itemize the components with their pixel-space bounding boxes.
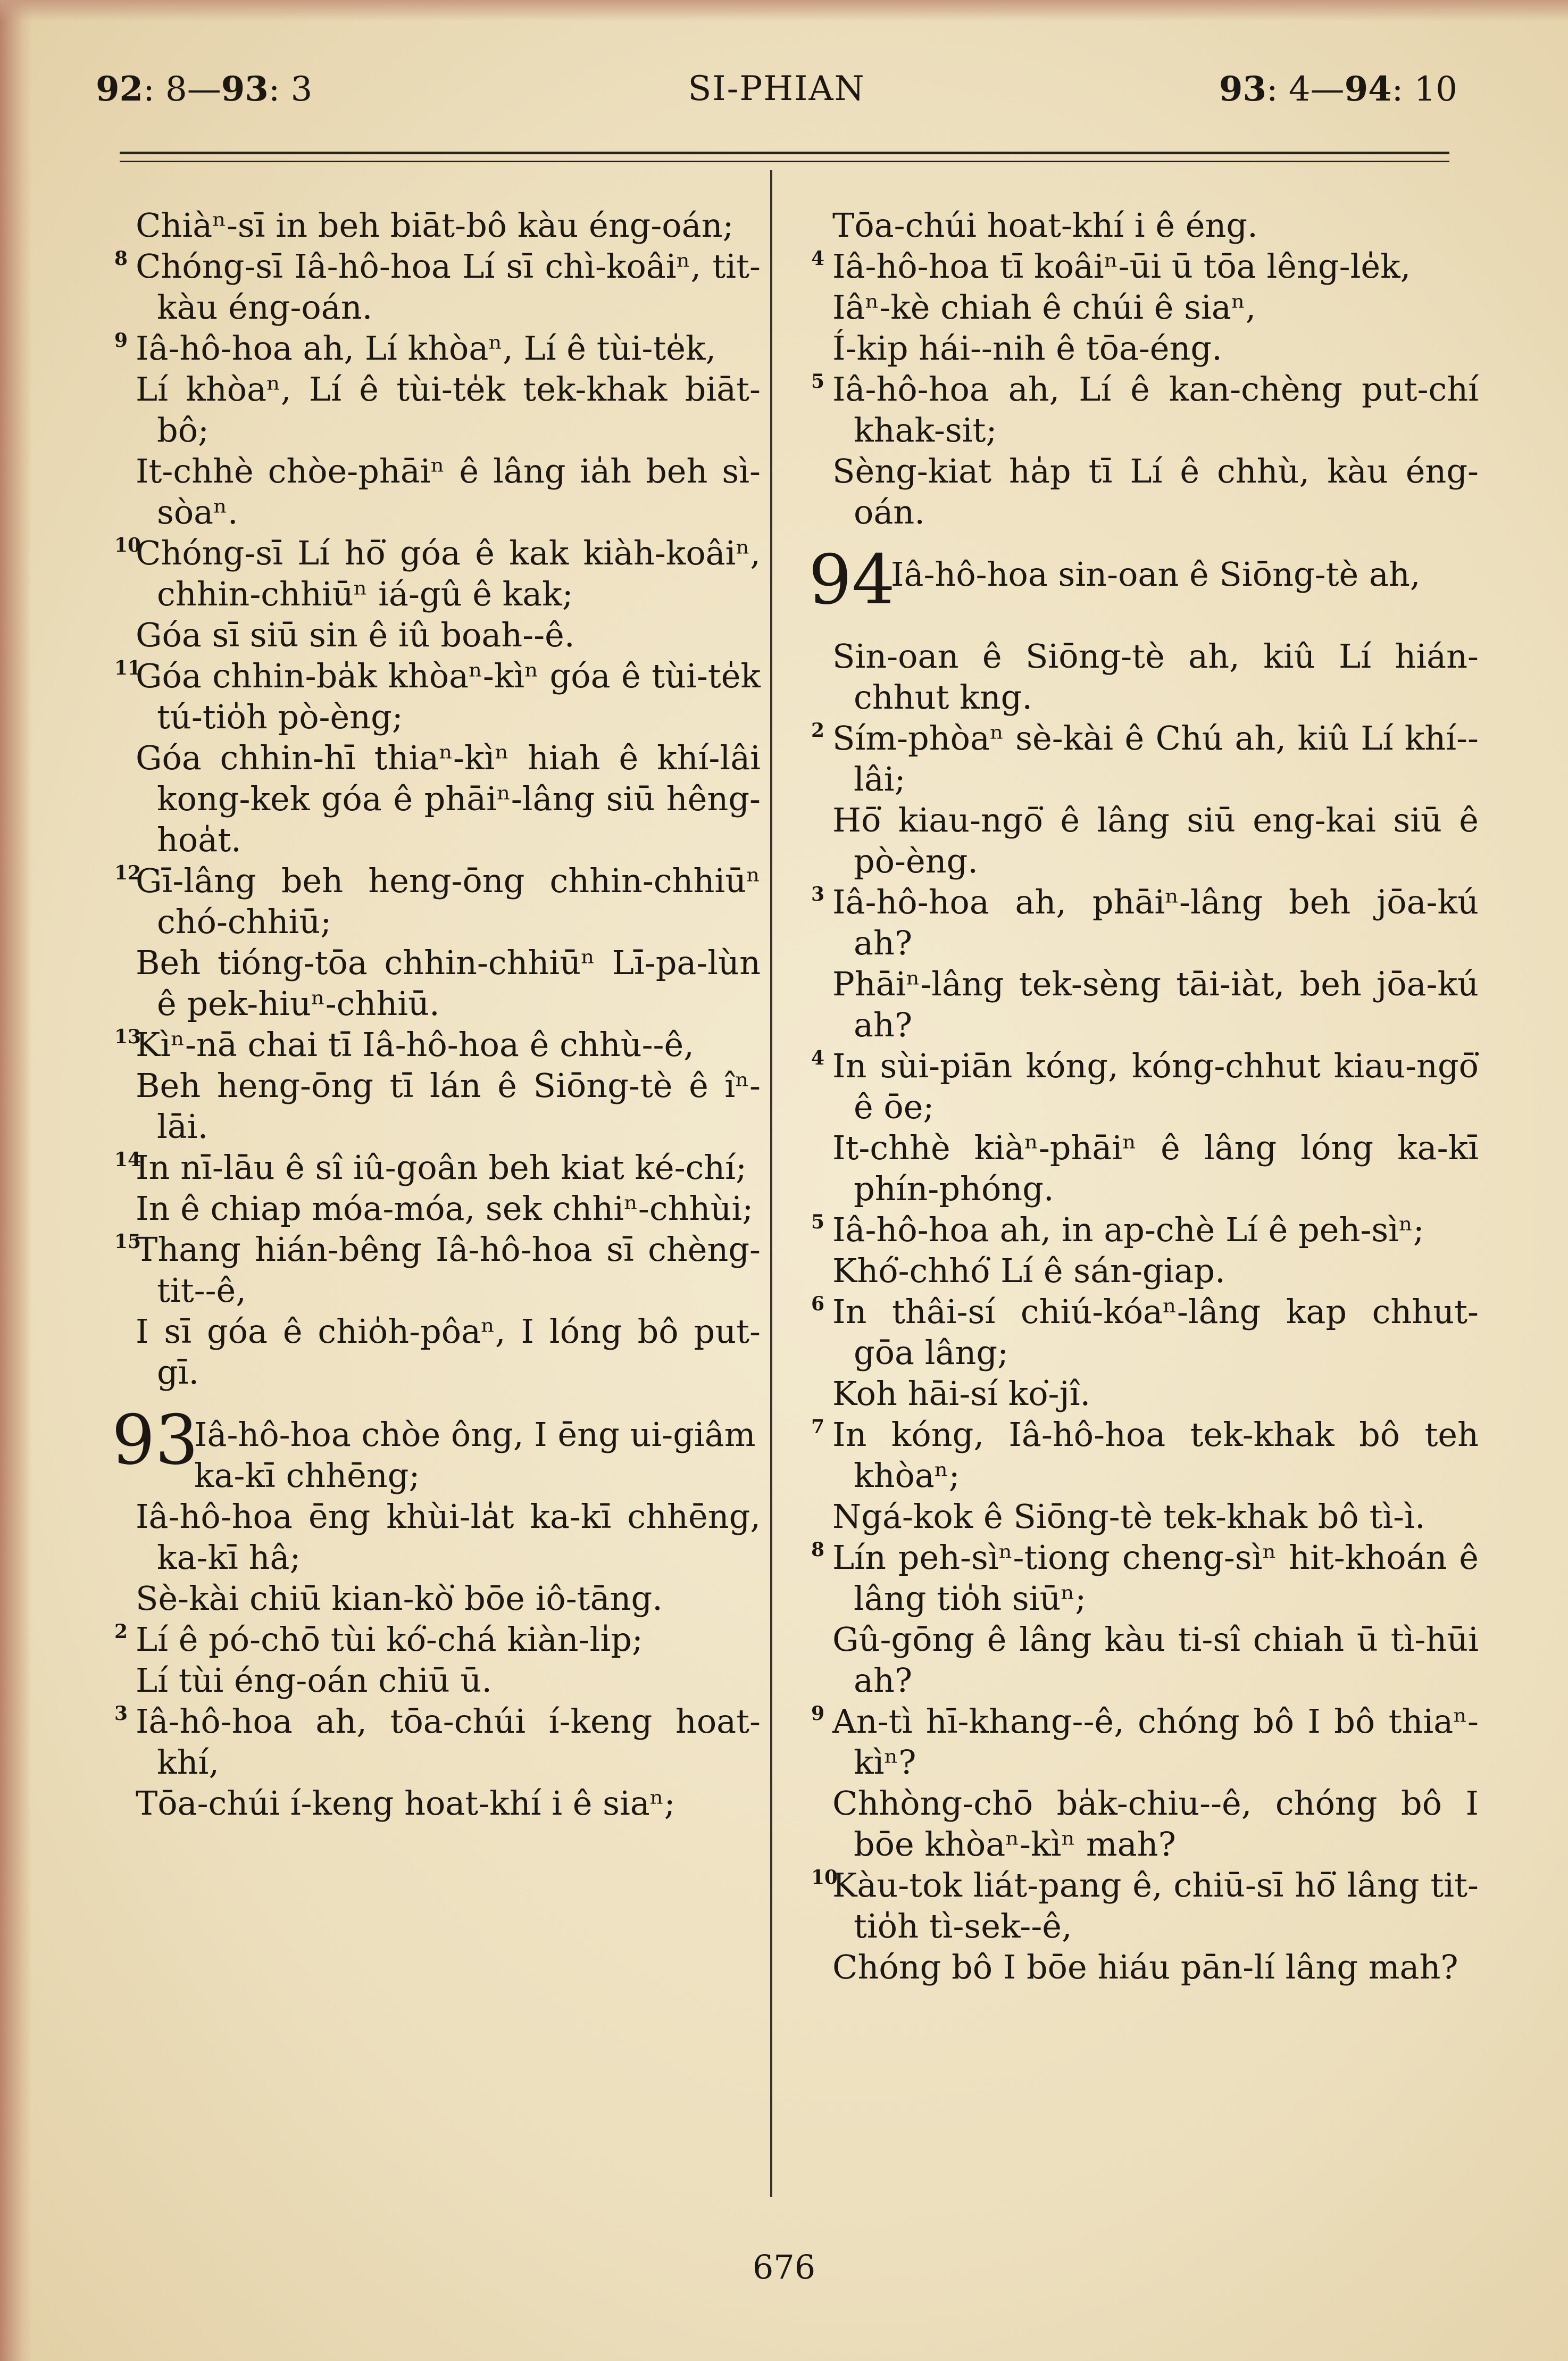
- verse-line: [803, 636, 1479, 718]
- verse-text: Beh heng-ōng tī lán ê Siōng-tè ê îⁿ-lāi.: [136, 1066, 761, 1146]
- verse-text: Lín peh-sìⁿ-tiong cheng-sìⁿ hit-khoán ê lâng tio̍h siūⁿ;: [832, 1538, 1479, 1618]
- verse: [106, 1147, 761, 1188]
- verse-number: 5: [811, 1211, 825, 1233]
- page-top-stain: [0, 0, 1568, 21]
- page-edge-stain: [0, 0, 32, 2361]
- verse-text: In nī-lāu ê sî iû-goân beh kiat ké-chí;: [136, 1148, 747, 1187]
- verse: [803, 1414, 1479, 1496]
- verse-text: In thâi-sí chiú-kóaⁿ-lâng kap chhut-gōa lâng;: [832, 1292, 1479, 1372]
- verse-text: It-chhè chòe-phāiⁿ ê lâng ia̍h beh sì-sòaⁿ.: [136, 452, 761, 531]
- verse: [803, 246, 1479, 287]
- verse-text: Iâ-hô-hoa ēng khùi-la̍t ka-kī chhēng, ka-kī hâ;: [136, 1497, 761, 1577]
- verse: [803, 1537, 1479, 1619]
- psalm-gap: [106, 1393, 761, 1414]
- verse-text: Hō͘ kiau-ngō͘ ê lâng siū eng-kai siū ê pò-èng.: [832, 801, 1479, 880]
- verse-text: Góa chhin-ba̍k khòaⁿ-kìⁿ góa ê tùi-te̍k tú-tio̍h pò-èng;: [136, 656, 761, 736]
- verse-text: Sím-phòaⁿ sè-kài ê Chú ah, kiû Lí khí--lâi;: [832, 719, 1479, 799]
- verse-text: Kìⁿ-nā chai tī Iâ-hô-hoa ê chhù--ê,: [136, 1025, 694, 1064]
- right-column: [803, 205, 1479, 1988]
- verse-number: 7: [811, 1416, 825, 1438]
- verse-line: [803, 1783, 1479, 1865]
- verse-line: [803, 1496, 1479, 1537]
- verse-number: 12: [114, 862, 141, 884]
- verse-number: 14: [114, 1149, 141, 1171]
- column-divider: [770, 170, 772, 2197]
- verse: [106, 328, 761, 369]
- verse-text: Beh tióng-tōa chhin-chhiūⁿ Lī-pa-lùn ê pek-hiuⁿ-chhiū.: [136, 943, 761, 1023]
- verse-line: [106, 451, 761, 533]
- verse-text: Iâ-hô-hoa ah, Lí khòaⁿ, Lí ê tùi-te̍k,: [136, 329, 716, 368]
- psalm-opening-verse: [106, 1401, 761, 1496]
- verse-line: [106, 1578, 761, 1619]
- verse-text: Kàu-tok liát-pang ê, chiū-sī hō͘ lâng tit-tio̍h tì-sek--ê,: [832, 1866, 1479, 1946]
- verse-number: 9: [811, 1702, 825, 1725]
- verse: [106, 860, 761, 942]
- verse: [106, 533, 761, 614]
- verse: [106, 1701, 761, 1783]
- verse-text: Iâ-hô-hoa tī koâiⁿ-ūi ū tōa lêng-le̍k,: [832, 247, 1411, 286]
- verse: [803, 882, 1479, 963]
- verse-line: [803, 1947, 1479, 1988]
- verse: [803, 369, 1479, 451]
- verse-text: Sè-kài chiū kian-kò͘ bōe iô-tāng.: [136, 1579, 663, 1618]
- verse-line: [803, 963, 1479, 1045]
- verse: [803, 718, 1479, 800]
- verse-text: Iâ-hô-hoa ah, Lí ê kan-chèng put-chí khak-sit;: [832, 370, 1479, 450]
- header-right-reference: 93: 4—94: 10: [1219, 69, 1457, 109]
- verse-text: Lí ê pó-chō tùi kó͘-chá kiàn-li̍p;: [136, 1620, 643, 1659]
- verse: [106, 1024, 761, 1065]
- verse-number: 10: [811, 1866, 838, 1889]
- verse: [106, 1619, 761, 1660]
- verse-text: Tōa-chúi hoat-khí i ê éng.: [832, 206, 1258, 245]
- verse-text: Chhòng-chō ba̍k-chiu--ê, chóng bô I bōe khòaⁿ-kìⁿ mah?: [832, 1784, 1479, 1864]
- psalm-number: 93: [112, 1401, 198, 1480]
- verse-number: 11: [114, 657, 141, 679]
- verse-number: 4: [811, 1047, 825, 1069]
- verse-line: [803, 800, 1479, 882]
- verse-text: Iâ-hô-hoa sin-oan ê Siōng-tè ah,: [891, 555, 1421, 594]
- verse-text: Iâ-hô-hoa ah, phāiⁿ-lâng beh jōa-kú ah?: [832, 883, 1479, 962]
- verse-line: [106, 1311, 761, 1393]
- left-column: [106, 205, 761, 1824]
- verse-number: 3: [114, 1702, 128, 1725]
- verse-line: [106, 614, 761, 655]
- verse-line: [803, 451, 1479, 533]
- header-rule-thick: [120, 152, 1449, 154]
- verse-text: In ê chiap móa-móa, sek chhiⁿ-chhùi;: [136, 1189, 754, 1228]
- verse: [803, 1045, 1479, 1127]
- verse: [803, 1291, 1479, 1373]
- verse-line: [106, 1660, 761, 1701]
- verse-line: [803, 287, 1479, 328]
- verse-line: [803, 1127, 1479, 1209]
- verse-number: 4: [811, 247, 825, 270]
- verse-number: 13: [114, 1026, 141, 1048]
- verse-line: [106, 205, 761, 246]
- verse-text: Koh hāi-sí ko͘-jî.: [832, 1374, 1091, 1413]
- verse-number: 2: [811, 719, 825, 742]
- verse-text: It-chhè kiàⁿ-phāiⁿ ê lâng lóng ka-kī phín-phóng.: [832, 1128, 1479, 1208]
- verse-number: 3: [811, 883, 825, 905]
- verse-number: 8: [811, 1539, 825, 1561]
- header-book-title: SI-PHIAN: [688, 69, 865, 109]
- verse-number: 8: [114, 247, 128, 270]
- verse-number: 15: [114, 1231, 141, 1253]
- verse-text: Chiàⁿ-sī in beh biāt-bô kàu éng-oán;: [136, 206, 734, 245]
- verse-text: I sī góa ê chio̍h-pôaⁿ, I lóng bô put-gī.: [136, 1312, 761, 1392]
- verse-text: Lí tùi éng-oán chiū ū.: [136, 1661, 493, 1700]
- verse-text: Iâ-hô-hoa chòe ông, I ēng ui-giâm ka-kī chhēng;: [194, 1415, 756, 1495]
- running-header: [96, 69, 1457, 117]
- verse-text: In kóng, Iâ-hô-hoa tek-khak bô teh khòaⁿ;: [832, 1415, 1479, 1495]
- verse: [803, 1701, 1479, 1783]
- verse: [803, 1209, 1479, 1250]
- verse-line: [803, 205, 1479, 246]
- verse-number: 10: [114, 534, 141, 556]
- page-number: 676: [752, 2248, 816, 2287]
- verse: [106, 1229, 761, 1311]
- verse-number: 9: [114, 329, 128, 352]
- verse-text: Í-kip hái--nih ê tōa-éng.: [832, 329, 1222, 368]
- header-left-reference: 92: 8—93: 3: [96, 69, 313, 109]
- verse-text: Gû-gōng ê lâng kàu ti-sî chiah ū tì-hūi ah?: [832, 1620, 1479, 1700]
- verse-text: Góa sī siū sin ê iû boah--ê.: [136, 616, 575, 654]
- verse-line: [803, 1373, 1479, 1414]
- verse-text: Phāiⁿ-lâng tek-sèng tāi-iàt, beh jōa-kú ah?: [832, 965, 1479, 1044]
- verse-line: [106, 1065, 761, 1147]
- psalm-number: 94: [808, 541, 895, 620]
- verse-line: [106, 942, 761, 1024]
- verse-text: Sin-oan ê Siōng-tè ah, kiû Lí hián-chhut kng.: [832, 637, 1479, 717]
- verse: [803, 1865, 1479, 1947]
- verse-line: [106, 1496, 761, 1578]
- verse-line: [106, 1783, 761, 1824]
- verse-text: Chóng-sī Iâ-hô-hoa Lí sī chì-koâiⁿ, tit-kàu éng-oán.: [136, 247, 761, 327]
- verse-text: Lí khòaⁿ, Lí ê tùi-te̍k tek-khak biāt-bô;: [136, 370, 761, 450]
- verse-number: 2: [114, 1620, 128, 1643]
- verse-line: [803, 328, 1479, 369]
- verse-line: [106, 1188, 761, 1229]
- verse-line: [106, 737, 761, 860]
- verse-line: [803, 1250, 1479, 1291]
- psalm-opening-verse: [803, 541, 1479, 636]
- verse-text: Iâⁿ-kè chiah ê chúi ê siaⁿ,: [832, 288, 1256, 327]
- verse-text: Gī-lâng beh heng-ōng chhin-chhiūⁿ chó-chhiū;: [136, 861, 761, 941]
- verse-text: Chóng-sī Lí hō͘ góa ê kak kiàh-koâiⁿ, chhin-chhiūⁿ iá-gû ê kak;: [136, 534, 761, 613]
- psalm-gap: [803, 533, 1479, 554]
- verse-line: [106, 369, 761, 451]
- verse-number: 6: [811, 1293, 825, 1315]
- verse-text: Tōa-chúi í-keng hoat-khí i ê siaⁿ;: [136, 1784, 675, 1823]
- verse-text: Iâ-hô-hoa ah, tōa-chúi í-keng hoat-khí,: [136, 1702, 761, 1782]
- verse-text: Chóng bô I bōe hiáu pān-lí lâng mah?: [832, 1948, 1458, 1986]
- verse-text: Iâ-hô-hoa ah, in ap-chè Lí ê peh-sìⁿ;: [832, 1210, 1424, 1249]
- verse-text: An-tì hī-khang--ê, chóng bô I bô thiaⁿ-kìⁿ?: [832, 1702, 1479, 1782]
- header-rule-thin: [120, 161, 1449, 162]
- verse-text: Sèng-kiat ha̍p tī Lí ê chhù, kàu éng-oán.: [832, 452, 1479, 531]
- verse: [106, 655, 761, 737]
- verse-line: [803, 1619, 1479, 1701]
- verse-text: Góa chhin-hī thiaⁿ-kìⁿ hiah ê khí-lâi kong-kek góa ê phāiⁿ-lâng siū hêng-hoa̍t.: [136, 738, 761, 859]
- verse-text: Thang hián-bêng Iâ-hô-hoa sī chèng-tit--ê,: [136, 1230, 761, 1310]
- verse-text: Khó͘-chhó͘ Lí ê sán-giap.: [832, 1251, 1225, 1290]
- verse-number: 5: [811, 370, 825, 393]
- verse-text: Ngá-kok ê Siōng-tè tek-khak bô tì-ì.: [832, 1497, 1425, 1536]
- verse: [106, 246, 761, 328]
- verse-text: In sùi-piān kóng, kóng-chhut kiau-ngō͘ ê ōe;: [832, 1046, 1479, 1126]
